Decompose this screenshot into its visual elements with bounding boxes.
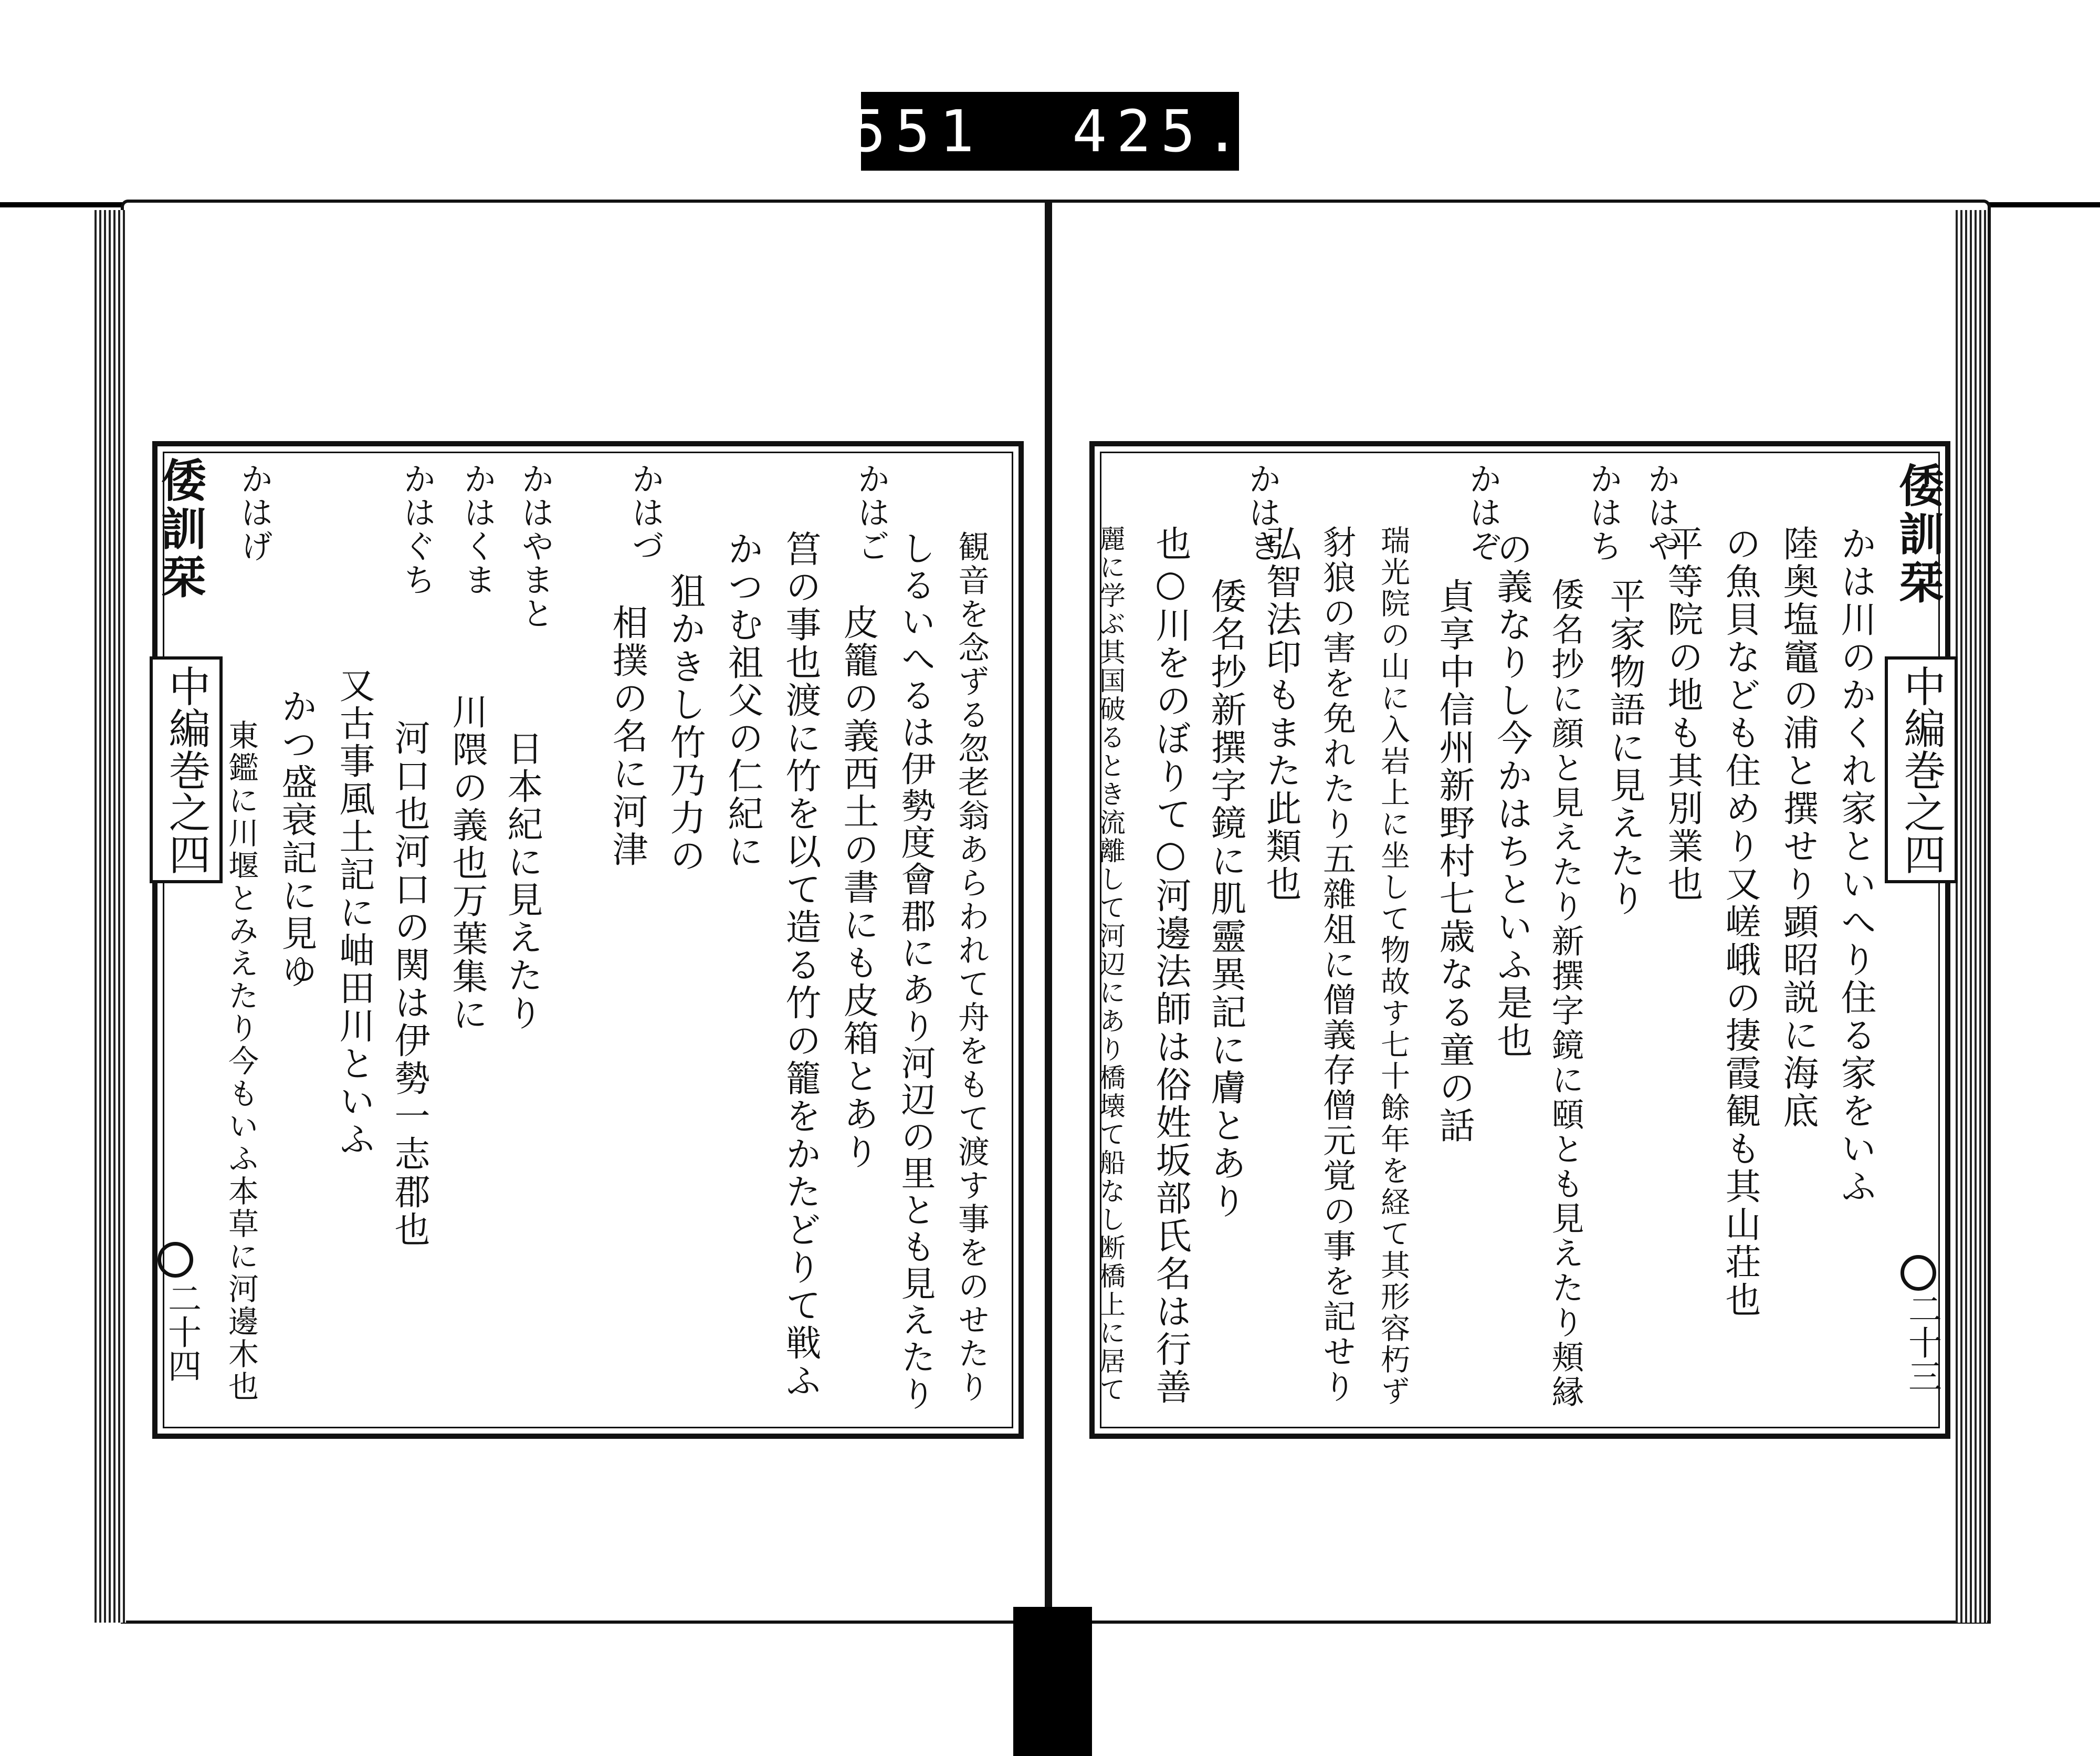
left-page-number: 二十四 — [162, 1281, 201, 1382]
left-col-5: かつむ祖父の仁紀に — [722, 530, 763, 871]
right-col-13: 也○川をのぼりて○河邊法師は俗姓坂部氏名は行善 — [1150, 525, 1191, 1406]
right-page-number: 二十三 — [1903, 1292, 1941, 1393]
right-col-3: の魚貝なども住めり又嵯峨の捿霞観も其山荘也 — [1719, 525, 1761, 1319]
right-page-title: 倭訓栞 — [1891, 462, 1944, 607]
left-col-1: 観音を念ずる忽老翁あらわれて舟をもて渡す事をのせたり — [953, 530, 990, 1404]
left-col-8: 日本紀に見えたり — [501, 730, 543, 1032]
right-col-12: 倭名抄新撰字鏡に肌靈異記に膚とあり — [1205, 578, 1246, 1220]
right-col-4: 平等院の地も其別業也 — [1662, 525, 1703, 903]
right-col-9: 瑞光院の山に入岩上に坐して物故す七十餘年を経て其形容朽ず — [1376, 525, 1410, 1407]
archive-reference-label: 551 425. — [861, 92, 1239, 171]
right-col-11: 弘智法印もまた此類也 — [1260, 525, 1301, 903]
left-col-4: 筥の事也渡に竹を以て造る竹の籠をかたどりて戦ふ — [780, 530, 821, 1400]
right-col-5: 平家物語に見えたり — [1604, 578, 1645, 918]
right-col-8: 貞享中信州新野村七歳なる童の話 — [1433, 578, 1475, 1145]
left-head-2: かはづ — [626, 462, 665, 563]
right-head-3: かはぞ — [1464, 462, 1502, 563]
left-col-13: 東鑑に川堰とみえたり今もいふ本草に河邊木也 — [223, 719, 259, 1403]
left-page-title: 倭訓栞 — [153, 457, 206, 602]
right-head-2: かはち — [1584, 462, 1623, 563]
right-col-10: 豺狼の害を免れたり五雜俎に僧義存僧元覚の事を記せり — [1318, 525, 1356, 1405]
left-page-circle-mark — [158, 1242, 193, 1278]
left-head-6: かはげ — [235, 462, 274, 563]
right-col-2: 陸奥塩竈の浦と撰せり顕昭説に海底 — [1777, 525, 1819, 1130]
right-page-volume: 中編巻之四 — [1885, 656, 1958, 883]
left-head-3: かはやまと — [516, 462, 554, 630]
right-head-4: かはき — [1243, 462, 1282, 563]
book-spine-clamp — [1013, 1607, 1092, 1756]
left-col-12: かつ盛衰記に見ゆ — [276, 688, 317, 990]
left-col-6: 狙かきし竹乃力の — [664, 572, 706, 875]
left-col-2: しるいへるは伊勢度會郡にあり河辺の里とも見えたり — [895, 530, 936, 1413]
left-col-9: 川隈の義也万葉集に — [446, 693, 488, 1033]
right-col-7: の義なりし今かはちといふ是也 — [1491, 530, 1532, 1060]
left-head-5: かはぐち — [398, 462, 436, 597]
left-col-10: 河口也河口の関は伊勢一志郡也 — [388, 719, 430, 1249]
right-head-1: かはや — [1642, 462, 1681, 563]
right-col-1: かは川のかくれ家といへり住る家をいふ — [1835, 525, 1876, 1206]
book-gutter — [1045, 202, 1052, 1617]
left-page-edges — [94, 210, 126, 1623]
right-col-6: 倭名抄に顔と見えたり新撰字鏡に頤とも見えたり頬縁 — [1546, 578, 1584, 1409]
left-head-4: かはくま — [458, 462, 497, 597]
left-col-7: 相撲の名に河津 — [606, 604, 648, 869]
right-page-circle-mark — [1900, 1255, 1936, 1291]
right-page-edges — [1956, 210, 1987, 1623]
left-col-11: 又古事風土記に岫田川といふ — [333, 667, 375, 1158]
left-col-3: 皮籠の義西土の書にも皮箱とあり — [837, 604, 879, 1171]
right-col-14: 麗に学ぶ其国破るとき流離して河辺にあり橋壊て船なし断橋上に居て — [1095, 525, 1126, 1404]
left-head-1: かはご — [852, 462, 890, 563]
left-page-volume: 中編巻之四 — [150, 656, 223, 883]
